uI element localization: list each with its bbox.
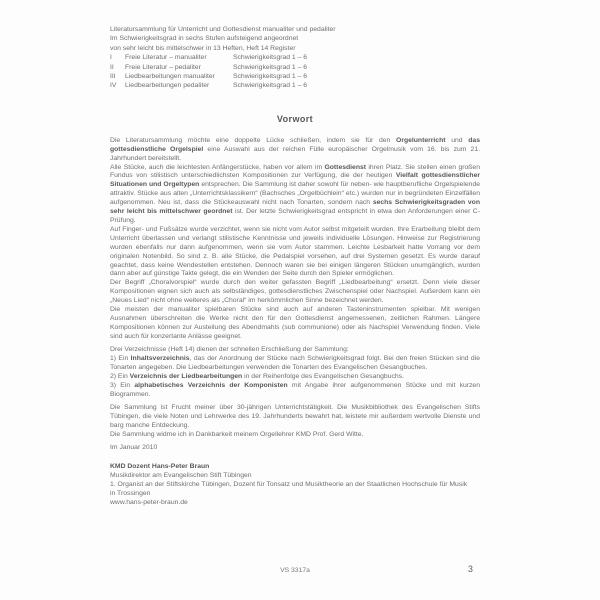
volume-grade: Schwierigkeitsgrad 1 – 6 xyxy=(233,73,308,81)
paragraph: Die Sammlung ist Frucht meiner über 30-jährigen Unterrichtstätigkeit. Die Musikbibliothek des Evangelischen Stifts Tübingen, die viele Noten und Lehrwerke des 19. Jahrhunderts bewahrt hat, leistete mir außerdem wertvolle Dienste und barg manche Entdeckung. xyxy=(110,404,480,429)
paragraph: Der Begriff „Choralvorspiel“ wurde durch den weiter gefassten Begriff „Liedbearbeitung“ ersetzt. Denn viele dieser Kompositionen eignen sich auch als selbständiges, gottesdienstliches Zwischenspiel oder Nachspiel. Außerdem kann ein „Neues Lied“ nicht ohne weiteres als „Choral“ im herkömmlichen Sinne bezeichnet werden. xyxy=(110,279,480,305)
volume-list xyxy=(110,53,480,91)
paragraph: Im Januar 2010 xyxy=(110,444,158,452)
author-website: www.hans-peter-braun.de xyxy=(110,498,188,506)
catalog-number: VS 3317a xyxy=(280,567,310,574)
volume-title: Freie Literatur – pedaliter xyxy=(125,63,201,71)
author-position-cont: in Trossingen xyxy=(110,489,151,497)
page-number: 3 xyxy=(468,564,473,574)
volume-title: Liedbearbeitungen pedaliter xyxy=(125,82,210,90)
preface-paragraphs xyxy=(110,137,480,453)
header-line: von sehr leicht bis mittelschwer in 13 Heften, Heft 14 Register xyxy=(110,44,296,52)
paragraph: 2) Ein Verzeichnis der Liedbearbeitungen in der Reihenfolge des Evangelischen Gesangbuchs. xyxy=(110,372,404,380)
paragraph: Die Literatursammlung möchte eine doppelte Lücke schließen, indem sie für den Orgelunterricht und das gottesdienstliche Orgelspiel eine Auswahl aus der reichen Fülle europäischer Orgelmusik vom 16. bis zum 21. Jahrhundert bereitstellt. xyxy=(110,136,480,162)
volume-numeral: III xyxy=(110,73,116,81)
paragraph: 3) Ein alphabetisches Verzeichnis der Komponisten mit Angabe ihrer aufgenommenen Stücke und mit kurzen Biogrammen. xyxy=(110,381,480,398)
collection-header xyxy=(110,25,480,91)
volume-title: Freie Literatur – manualiter xyxy=(125,54,207,62)
author-name: KMD Dozent Hans-Peter Braun xyxy=(110,463,210,471)
signature-block xyxy=(110,463,480,508)
volume-numeral: II xyxy=(110,63,114,71)
paragraph: Auf Finger- und Fußsätze wurde verzichtet, wenn sie nicht vom Autor selbst mitgeteilt wurden. Ihre Erarbeitung bleibt dem Unterricht überlassen und verlangt stilistische Kenntnisse und jeweils individuelle Lösungen. Hinweise zur Registrierung wurden ebenfalls nur dann aufgenommen, wenn sie vom Autor stammen. Leichte Lesbarkeit hatte Vorrang vor dem originalen Notenbild. So sind z. B. alle Stücke, die Pedalspiel vorsehen, auf drei Systemen gesetzt. Es wurde darauf geachtet, dass keine Wendestellen entstehen. Dennoch waren sie bei einigen längeren Stücken unumgänglich, wurden dann aber auf günstige Takte gelegt, die ein Wenden der Seite durch den Spieler ermöglichen. xyxy=(110,225,480,278)
volume-row xyxy=(110,72,480,81)
volume-row xyxy=(110,81,480,90)
text-block xyxy=(110,25,480,508)
paragraph: Drei Verzeichnisse (Heft 14) dienen der schnellen Erschließung der Sammlung: xyxy=(110,346,349,354)
page-title: Vorwort xyxy=(276,113,314,124)
author-position: 1. Organist an der Stiftskirche Tübingen, Dozent für Tonsatz und Musiktheorie an der Staatlichen Hochschule für Musik xyxy=(110,480,468,488)
volume-grade: Schwierigkeitsgrad 1 – 6 xyxy=(233,54,308,62)
volume-grade: Schwierigkeitsgrad 1 – 6 xyxy=(233,63,308,71)
volume-grade: Schwierigkeitsgrad 1 – 6 xyxy=(233,82,308,90)
header-line: Literatursammlung für Unterricht und Gottesdienst manualiter und pedaliter xyxy=(110,26,336,33)
volume-numeral: IV xyxy=(110,82,117,90)
paragraph: Die Sammlung widme ich in Dankbarkeit meinem Orgellehrer KMD Prof. Gerd Witte. xyxy=(110,430,364,438)
volume-numeral: I xyxy=(110,54,112,62)
paragraph: Die meisten der manualiter spielbaren Stücke sind auch auf anderen Tasteninstrumenten spielbar. Mit wenigen Ausnahmen überschreiten die Werke nicht den für den Gottesdienst angemessenen, zeitlichen Rahmen. Längere Kompositionen können zur Austeilung des Abendmahls (sub communione) oder als Nachspiel Verwendung finden. Viele sind auch für konzertante Anlässe geeignet. xyxy=(110,306,480,340)
paragraph: Alle Stücke, auch die leichtesten Anfängerstücke, haben vor allem im Gottesdienst ihren Platz. Sie stellen einen großen Fundus von stilistisch unterschiedlichsten Kompositionen zur Verfügung, die der heutigen Vielfalt gottesdienstlicher Situationen und Orgeltypen entsprechen. Die Sammlung ist daher sowohl für neben- wie hauptberufliche Orgelspielende attraktiv. Stücke aus alten „Unterrichtsklassikern“ (Bachsches „Orgelbüchlein“ etc.) wurden nur in begründeten Einzelfällen aufgenommen. Neu ist, dass die Stückeauswahl nicht nach Tonarten, sondern nach sechs Schwierigkeitsgraden von sehr leicht bis mittelschwer geordnet ist. Der letzte Schwierigkeitsgrad entspricht in etwa den Anforderungen einer C-Prüfung. xyxy=(110,163,481,224)
volume-row xyxy=(110,53,480,62)
volume-title: Liedbearbeitungen manualiter xyxy=(125,73,215,81)
header-line: Im Schwierigkeitsgrad in sechs Stufen aufsteigend angeordnet xyxy=(110,35,299,43)
paragraph: 1) Ein Inhaltsverzeichnis, das der Anordnung der Stücke nach Schwierigkeitsgrad folgt. Bei den freien Stücken sind die Tonarten angegeben. Die Liedbearbeitungen verwenden die Tonarten des Evangelischen Gesangbuches. xyxy=(110,355,480,371)
volume-row xyxy=(110,63,480,72)
author-title: Musikdirektor am Evangelischen Stift Tübingen xyxy=(110,472,252,480)
